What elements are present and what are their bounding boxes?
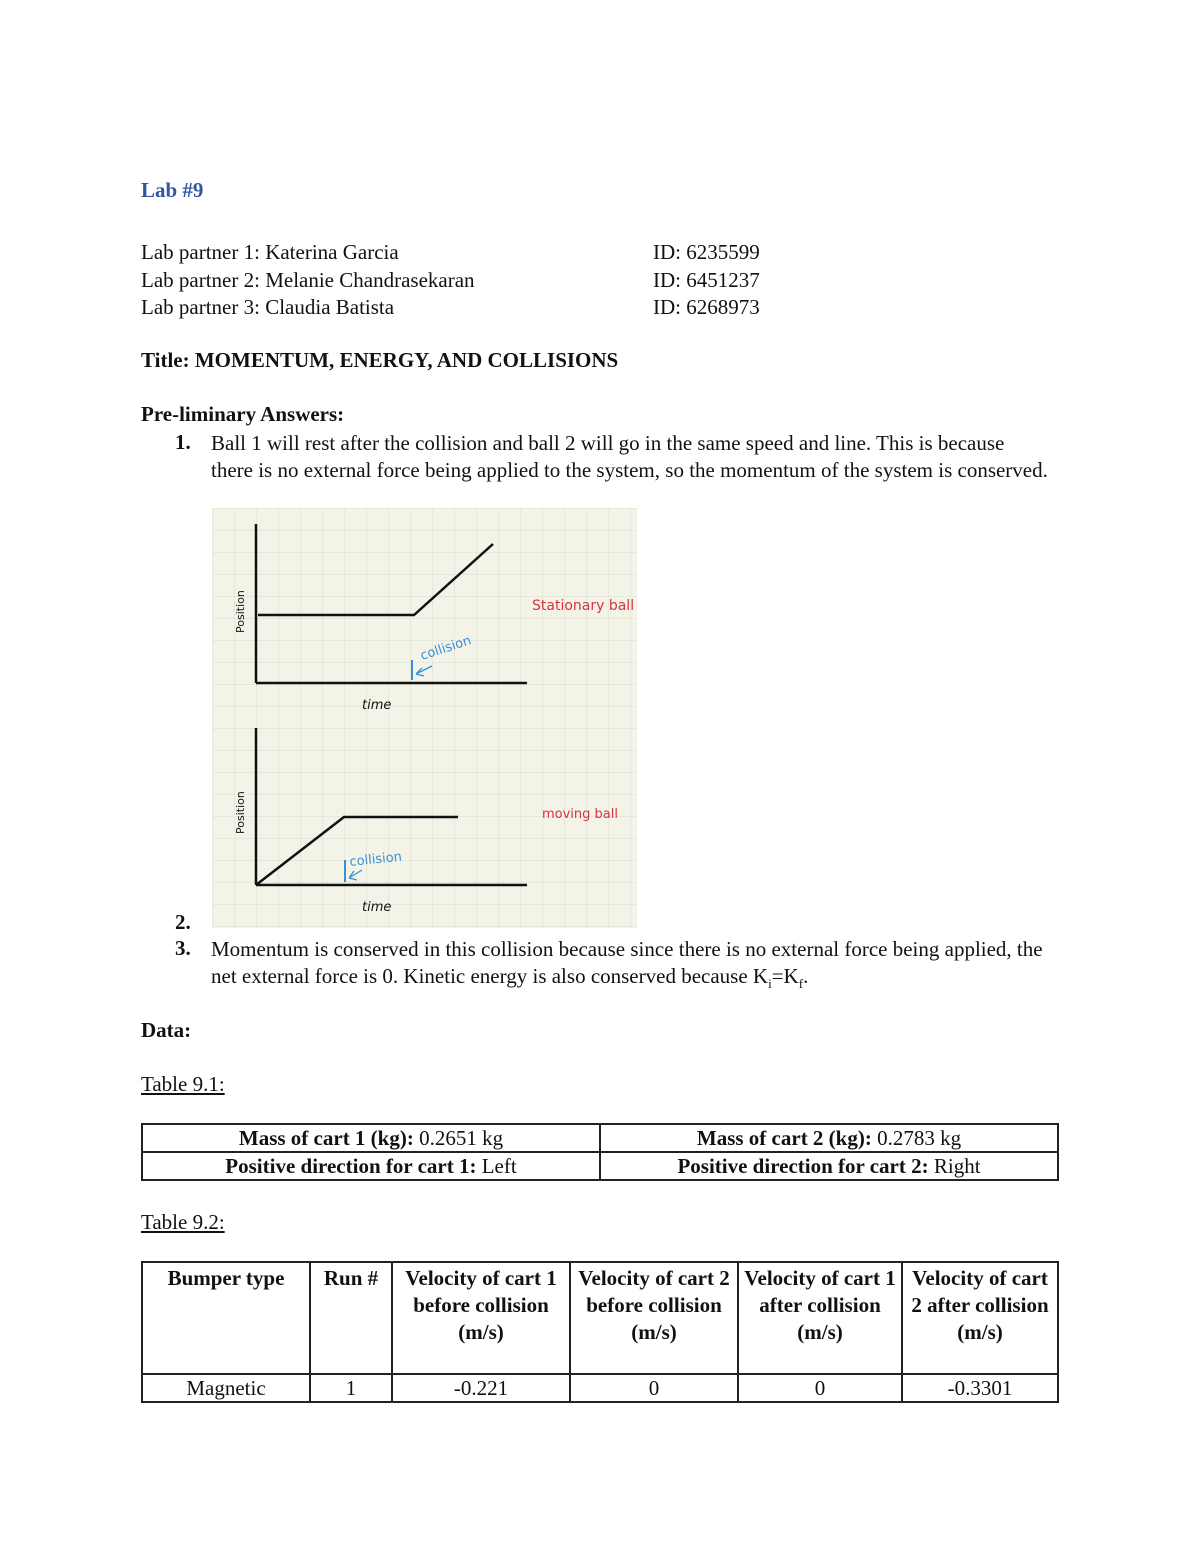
table-cell: [600, 1124, 1058, 1152]
title-text: MOMENTUM, ENERGY, AND COLLISIONS: [194, 348, 619, 372]
table-row: [142, 1152, 1058, 1180]
answer-3-end: .: [803, 964, 809, 988]
table-cell: 1: [310, 1374, 392, 1402]
table-9-1-caption: Table 9.1:: [141, 1072, 225, 1096]
header-run: Run #: [310, 1262, 392, 1374]
table-header-row: [142, 1262, 1058, 1374]
table-row: [142, 1124, 1058, 1152]
mass-cart-1-label: Mass of cart 1 (kg):: [238, 1126, 414, 1150]
mass-cart-2-label: Mass of cart 2 (kg):: [696, 1126, 872, 1150]
mass-cart-2-value: 0.2783 kg: [871, 1126, 962, 1150]
answer-1-text: Ball 1 will rest after the collision and ball 2 will go in the same speed and line. This is because there is no external force being applied to the system, so the momentum of the system is conserved.: [211, 431, 1048, 482]
answer-3-sub-i: i: [768, 976, 772, 992]
direction-cart-1-label: Positive direction for cart 1:: [225, 1154, 477, 1178]
direction-cart-2-label: Positive direction for cart 2:: [677, 1154, 929, 1178]
answer-3-number: 3.: [175, 936, 191, 960]
lab-heading: Lab #9: [141, 178, 204, 202]
answer-1-number: 1.: [175, 430, 191, 454]
header-v1-before: Velocity of cart 1 before collision (m/s): [392, 1262, 570, 1374]
header-bumper-type: Bumper type: [142, 1262, 310, 1374]
answer-3-sub-f: f: [798, 976, 804, 992]
partner-1-id: ID: 6235599: [653, 240, 760, 264]
table-row: [142, 1374, 1058, 1402]
top-x-label: time: [362, 698, 392, 713]
table-9-1: [141, 1123, 1059, 1181]
partner-2-id: ID: 6451237: [653, 268, 760, 292]
data-heading: Data:: [141, 1018, 192, 1042]
top-y-label: Position: [234, 590, 247, 633]
answer-2-number: 2.: [175, 910, 191, 934]
top-note: Stationary ball: [532, 598, 635, 614]
mass-cart-1-value: 0.2651 kg: [413, 1126, 504, 1150]
header-v1-after: Velocity of cart 1 after collision (m/s): [738, 1262, 902, 1374]
top-collision-label: collision: [418, 633, 474, 664]
answer-3-main: Momentum is conserved in this collision because since there is no external force being applied, the net external force is 0. Kinetic energy is also conserved because K: [211, 937, 1043, 988]
table-cell: 0: [570, 1374, 738, 1402]
title-line: [141, 348, 618, 373]
bottom-y-label: Position: [234, 791, 247, 834]
table-9-2: [141, 1261, 1059, 1403]
table-9-2-caption: Table 9.2:: [141, 1210, 225, 1234]
partner-2: Lab partner 2: Melanie Chandrasekaran: [141, 268, 475, 292]
bottom-x-label: time: [362, 900, 392, 915]
sketch-svg: [212, 508, 637, 928]
bottom-note: moving ball: [542, 807, 618, 822]
direction-cart-2-value: Right: [928, 1154, 981, 1178]
table-cell: [142, 1152, 600, 1180]
partner-3: Lab partner 3: Claudia Batista: [141, 295, 395, 319]
table-cell: -0.3301: [902, 1374, 1058, 1402]
header-v2-after: Velocity of cart 2 after collision (m/s): [902, 1262, 1058, 1374]
table-cell: -0.221: [392, 1374, 570, 1402]
partner-1: Lab partner 1: Katerina Garcia: [141, 240, 399, 264]
table-cell: 0: [738, 1374, 902, 1402]
title-label: Title:: [141, 348, 190, 372]
header-v2-before: Velocity of cart 2 before collision (m/s): [570, 1262, 738, 1374]
bottom-collision-label: collision: [348, 849, 403, 870]
partner-3-id: ID: 6268973: [653, 295, 760, 319]
sketch-grid: [212, 508, 637, 928]
table-cell: Magnetic: [142, 1374, 310, 1402]
position-time-sketch: [212, 508, 637, 928]
answer-3-eq: =K: [771, 964, 799, 988]
direction-cart-1-value: Left: [476, 1154, 517, 1178]
prelim-heading: Pre-liminary Answers:: [141, 402, 345, 426]
table-cell: [600, 1152, 1058, 1180]
answer-3-text: [211, 936, 1051, 997]
table-cell: [142, 1124, 600, 1152]
